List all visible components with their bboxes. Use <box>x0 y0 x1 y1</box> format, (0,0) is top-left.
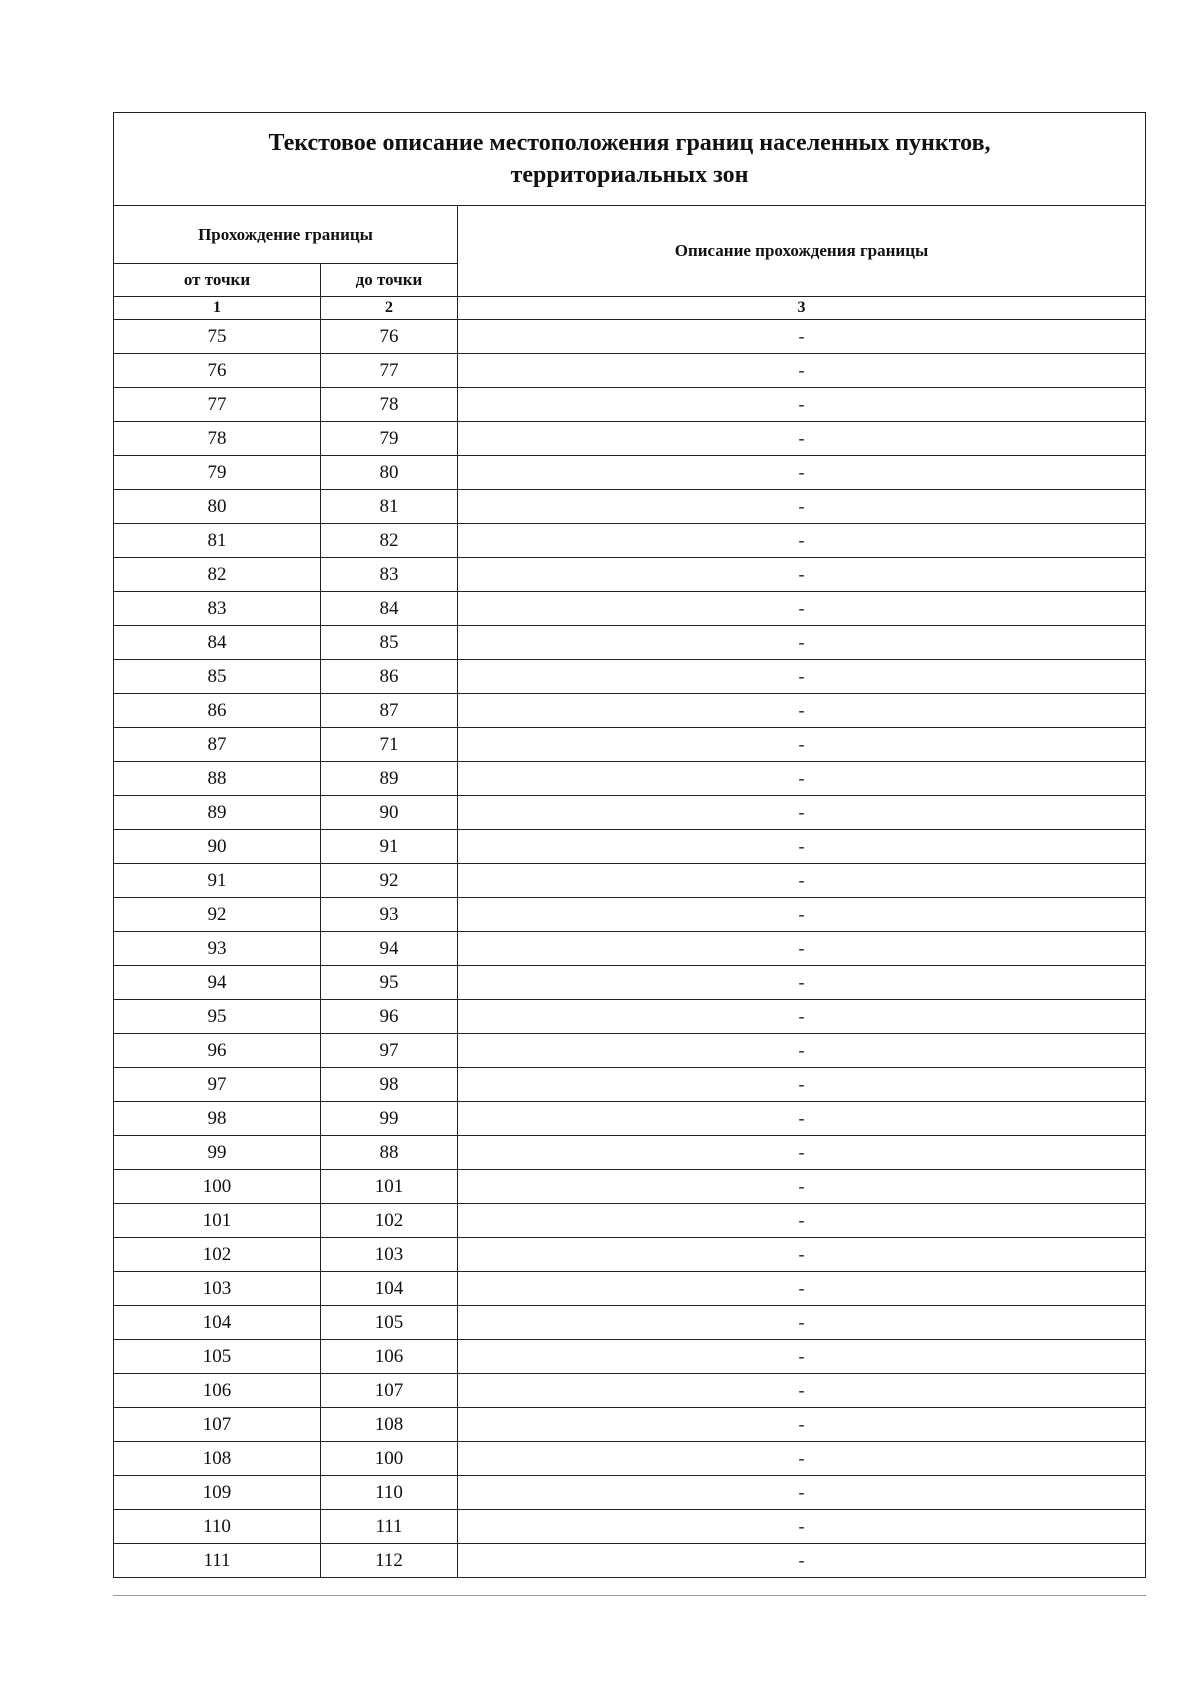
from-point-cell: 95 <box>114 1000 321 1034</box>
description-cell: - <box>458 796 1146 830</box>
table-row <box>114 592 1146 626</box>
table-row <box>114 1136 1146 1170</box>
to-point-cell: 77 <box>321 354 458 388</box>
table-row <box>114 762 1146 796</box>
to-point-cell: 82 <box>321 524 458 558</box>
to-point-cell: 81 <box>321 490 458 524</box>
description-cell: - <box>458 320 1146 354</box>
from-point-cell: 103 <box>114 1272 321 1306</box>
table-row <box>114 1034 1146 1068</box>
description-cell: - <box>458 932 1146 966</box>
to-point-cell: 88 <box>321 1136 458 1170</box>
from-point-cell: 92 <box>114 898 321 932</box>
description-cell: - <box>458 1170 1146 1204</box>
column-number-3: 3 <box>458 297 1146 320</box>
from-point-cell: 82 <box>114 558 321 592</box>
description-cell: - <box>458 966 1146 1000</box>
from-point-cell: 98 <box>114 1102 321 1136</box>
table-row <box>114 1442 1146 1476</box>
header-boundary-passage: Прохождение границы <box>114 206 458 264</box>
from-point-cell: 104 <box>114 1306 321 1340</box>
from-point-cell: 87 <box>114 728 321 762</box>
description-cell: - <box>458 1408 1146 1442</box>
to-point-cell: 102 <box>321 1204 458 1238</box>
to-point-cell: 86 <box>321 660 458 694</box>
title-row <box>114 113 1146 206</box>
to-point-cell: 111 <box>321 1510 458 1544</box>
header-to-point: до точки <box>321 264 458 297</box>
to-point-cell: 71 <box>321 728 458 762</box>
to-point-cell: 105 <box>321 1306 458 1340</box>
description-cell: - <box>458 1204 1146 1238</box>
description-cell: - <box>458 830 1146 864</box>
header-row-group <box>114 206 1146 264</box>
to-point-cell: 99 <box>321 1102 458 1136</box>
from-point-cell: 88 <box>114 762 321 796</box>
to-point-cell: 87 <box>321 694 458 728</box>
to-point-cell: 78 <box>321 388 458 422</box>
table-row <box>114 1102 1146 1136</box>
boundary-table <box>113 112 1146 1578</box>
description-cell: - <box>458 1442 1146 1476</box>
description-cell: - <box>458 728 1146 762</box>
from-point-cell: 83 <box>114 592 321 626</box>
table-row <box>114 966 1146 1000</box>
to-point-cell: 76 <box>321 320 458 354</box>
from-point-cell: 93 <box>114 932 321 966</box>
from-point-cell: 99 <box>114 1136 321 1170</box>
table-row <box>114 422 1146 456</box>
description-cell: - <box>458 524 1146 558</box>
description-cell: - <box>458 898 1146 932</box>
description-cell: - <box>458 1340 1146 1374</box>
description-cell: - <box>458 388 1146 422</box>
table-row <box>114 1374 1146 1408</box>
table-row <box>114 490 1146 524</box>
to-point-cell: 79 <box>321 422 458 456</box>
to-point-cell: 92 <box>321 864 458 898</box>
table-row <box>114 558 1146 592</box>
description-cell: - <box>458 1102 1146 1136</box>
to-point-cell: 80 <box>321 456 458 490</box>
description-cell: - <box>458 1136 1146 1170</box>
description-cell: - <box>458 422 1146 456</box>
from-point-cell: 110 <box>114 1510 321 1544</box>
description-cell: - <box>458 558 1146 592</box>
description-cell: - <box>458 660 1146 694</box>
from-point-cell: 89 <box>114 796 321 830</box>
to-point-cell: 98 <box>321 1068 458 1102</box>
to-point-cell: 107 <box>321 1374 458 1408</box>
header-description: Описание прохождения границы <box>458 206 1146 297</box>
table-row <box>114 1272 1146 1306</box>
from-point-cell: 108 <box>114 1442 321 1476</box>
from-point-cell: 111 <box>114 1544 321 1578</box>
column-number-1: 1 <box>114 297 321 320</box>
description-cell: - <box>458 1306 1146 1340</box>
to-point-cell: 104 <box>321 1272 458 1306</box>
description-cell: - <box>458 592 1146 626</box>
table-row <box>114 626 1146 660</box>
to-point-cell: 94 <box>321 932 458 966</box>
table-row <box>114 354 1146 388</box>
from-point-cell: 81 <box>114 524 321 558</box>
to-point-cell: 83 <box>321 558 458 592</box>
to-point-cell: 100 <box>321 1442 458 1476</box>
description-cell: - <box>458 1374 1146 1408</box>
description-cell: - <box>458 1034 1146 1068</box>
from-point-cell: 109 <box>114 1476 321 1510</box>
from-point-cell: 80 <box>114 490 321 524</box>
description-cell: - <box>458 762 1146 796</box>
to-point-cell: 101 <box>321 1170 458 1204</box>
to-point-cell: 84 <box>321 592 458 626</box>
from-point-cell: 106 <box>114 1374 321 1408</box>
description-cell: - <box>458 1000 1146 1034</box>
from-point-cell: 79 <box>114 456 321 490</box>
table-row <box>114 320 1146 354</box>
description-cell: - <box>458 1544 1146 1578</box>
to-point-cell: 108 <box>321 1408 458 1442</box>
table-row <box>114 1238 1146 1272</box>
from-point-cell: 105 <box>114 1340 321 1374</box>
table-row <box>114 932 1146 966</box>
from-point-cell: 91 <box>114 864 321 898</box>
table-row <box>114 830 1146 864</box>
table-row <box>114 1510 1146 1544</box>
table-row <box>114 728 1146 762</box>
description-cell: - <box>458 1272 1146 1306</box>
from-point-cell: 78 <box>114 422 321 456</box>
table-row <box>114 1340 1146 1374</box>
from-point-cell: 75 <box>114 320 321 354</box>
to-point-cell: 89 <box>321 762 458 796</box>
table-row <box>114 388 1146 422</box>
from-point-cell: 86 <box>114 694 321 728</box>
page-bottom-rule <box>113 1595 1146 1596</box>
table-row <box>114 1000 1146 1034</box>
from-point-cell: 97 <box>114 1068 321 1102</box>
table-row <box>114 1068 1146 1102</box>
table-row <box>114 1204 1146 1238</box>
from-point-cell: 77 <box>114 388 321 422</box>
to-point-cell: 91 <box>321 830 458 864</box>
description-cell: - <box>458 456 1146 490</box>
from-point-cell: 90 <box>114 830 321 864</box>
to-point-cell: 97 <box>321 1034 458 1068</box>
to-point-cell: 110 <box>321 1476 458 1510</box>
table-row <box>114 660 1146 694</box>
description-cell: - <box>458 864 1146 898</box>
table-row <box>114 1476 1146 1510</box>
from-point-cell: 100 <box>114 1170 321 1204</box>
from-point-cell: 85 <box>114 660 321 694</box>
from-point-cell: 94 <box>114 966 321 1000</box>
from-point-cell: 107 <box>114 1408 321 1442</box>
to-point-cell: 95 <box>321 966 458 1000</box>
table-row <box>114 1170 1146 1204</box>
from-point-cell: 102 <box>114 1238 321 1272</box>
to-point-cell: 93 <box>321 898 458 932</box>
table-row <box>114 1408 1146 1442</box>
column-number-row <box>114 297 1146 320</box>
description-cell: - <box>458 1510 1146 1544</box>
document-title <box>114 113 1146 206</box>
from-point-cell: 96 <box>114 1034 321 1068</box>
to-point-cell: 112 <box>321 1544 458 1578</box>
header-from-point: от точки <box>114 264 321 297</box>
to-point-cell: 103 <box>321 1238 458 1272</box>
table-row <box>114 456 1146 490</box>
from-point-cell: 84 <box>114 626 321 660</box>
description-cell: - <box>458 490 1146 524</box>
to-point-cell: 106 <box>321 1340 458 1374</box>
description-cell: - <box>458 1068 1146 1102</box>
table-row <box>114 694 1146 728</box>
table-row <box>114 1544 1146 1578</box>
title-line-1: Текстовое описание местоположения границ населенных пунктов, <box>268 130 991 156</box>
description-cell: - <box>458 626 1146 660</box>
table-row <box>114 524 1146 558</box>
to-point-cell: 85 <box>321 626 458 660</box>
description-cell: - <box>458 1476 1146 1510</box>
description-cell: - <box>458 694 1146 728</box>
table-row <box>114 864 1146 898</box>
description-cell: - <box>458 354 1146 388</box>
from-point-cell: 76 <box>114 354 321 388</box>
description-cell: - <box>458 1238 1146 1272</box>
to-point-cell: 96 <box>321 1000 458 1034</box>
table-row <box>114 898 1146 932</box>
from-point-cell: 101 <box>114 1204 321 1238</box>
column-number-2: 2 <box>321 297 458 320</box>
table-row <box>114 796 1146 830</box>
table-row <box>114 1306 1146 1340</box>
to-point-cell: 90 <box>321 796 458 830</box>
title-line-2: территориальных зон <box>510 162 749 188</box>
